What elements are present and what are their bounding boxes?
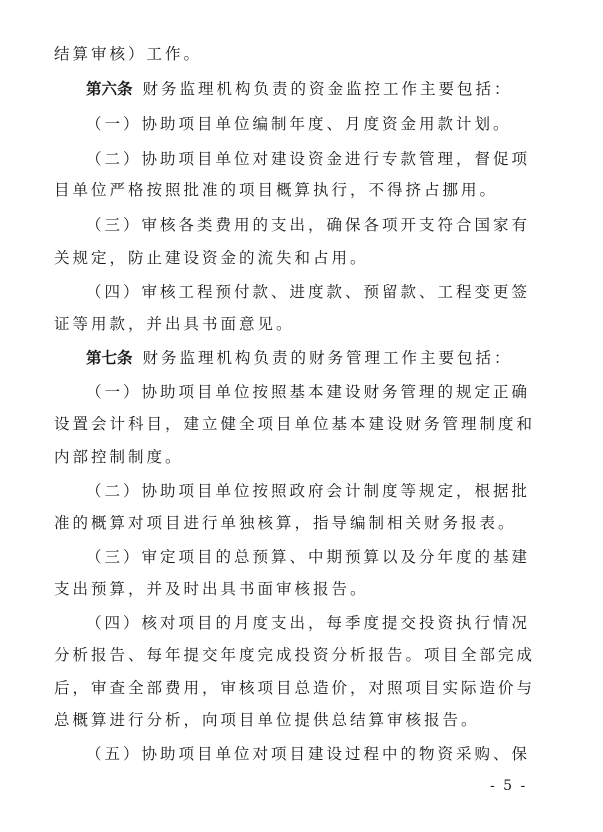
paragraph-line: （一）协助项目单位按照基本建设财务管理的规定正确: [86, 383, 531, 401]
article-number: 第六条: [86, 80, 133, 98]
paragraph-line: （五）协助项目单位对项目建设过程中的物资采购、保: [86, 745, 531, 763]
paragraph-line: 后，审查全部费用，审核项目总造价，对照项目实际造价与: [54, 679, 536, 697]
paragraph-line: （四）核对项目的月度支出，每季度提交投资执行情况: [86, 614, 531, 632]
paragraph-line: 目单位严格按照批准的项目概算执行，不得挤占挪用。: [54, 181, 499, 199]
paragraph-line: 证等用款，并出具书面意见。: [54, 315, 295, 333]
paragraph-line: （三）审核各类费用的支出，确保各项开支符合国家有: [86, 216, 531, 234]
paragraph-line: （一）协助项目单位编制年度、月度资金用款计划。: [86, 115, 512, 133]
paragraph-line: 设置会计科目，建立健全项目单位基本建设财务管理制度和: [54, 415, 536, 433]
article-number: 第七条: [86, 349, 133, 367]
paragraph-line: 分析报告、每年提交年度完成投资分析报告。项目全部完成: [54, 646, 536, 664]
paragraph-line: 关规定，防止建设资金的流失和占用。: [54, 249, 369, 267]
paragraph-line: 总概算进行分析，向项目单位提供总结算审核报告。: [54, 711, 480, 729]
paragraph-line: 内部控制制度。: [54, 448, 184, 466]
paragraph-line: （三）审定项目的总预算、中期预算以及分年度的基建: [86, 548, 531, 566]
article-seven-heading: [86, 348, 564, 368]
paragraph-line: 支出预算，并及时出具书面审核报告。: [54, 580, 369, 598]
paragraph-line: （四）审核工程预付款、进度款、预留款、工程变更签: [86, 283, 531, 301]
article-text: 财务监理机构负责的资金监控工作主要包括：: [142, 80, 513, 98]
paragraph-line: （二）协助项目单位按照政府会计制度等规定，根据批: [86, 482, 531, 500]
paragraph-line: 准的概算对项目进行单独核算，指导编制相关财务报表。: [54, 514, 517, 532]
paragraph-line: 结算审核）工作。: [54, 45, 203, 63]
page-number: - 5 -: [490, 778, 528, 794]
article-text: 财务监理机构负责的财务管理工作主要包括：: [142, 349, 513, 367]
paragraph-line: （二）协助项目单位对建设资金进行专款管理，督促项: [86, 150, 531, 168]
article-six-heading: [86, 79, 564, 99]
